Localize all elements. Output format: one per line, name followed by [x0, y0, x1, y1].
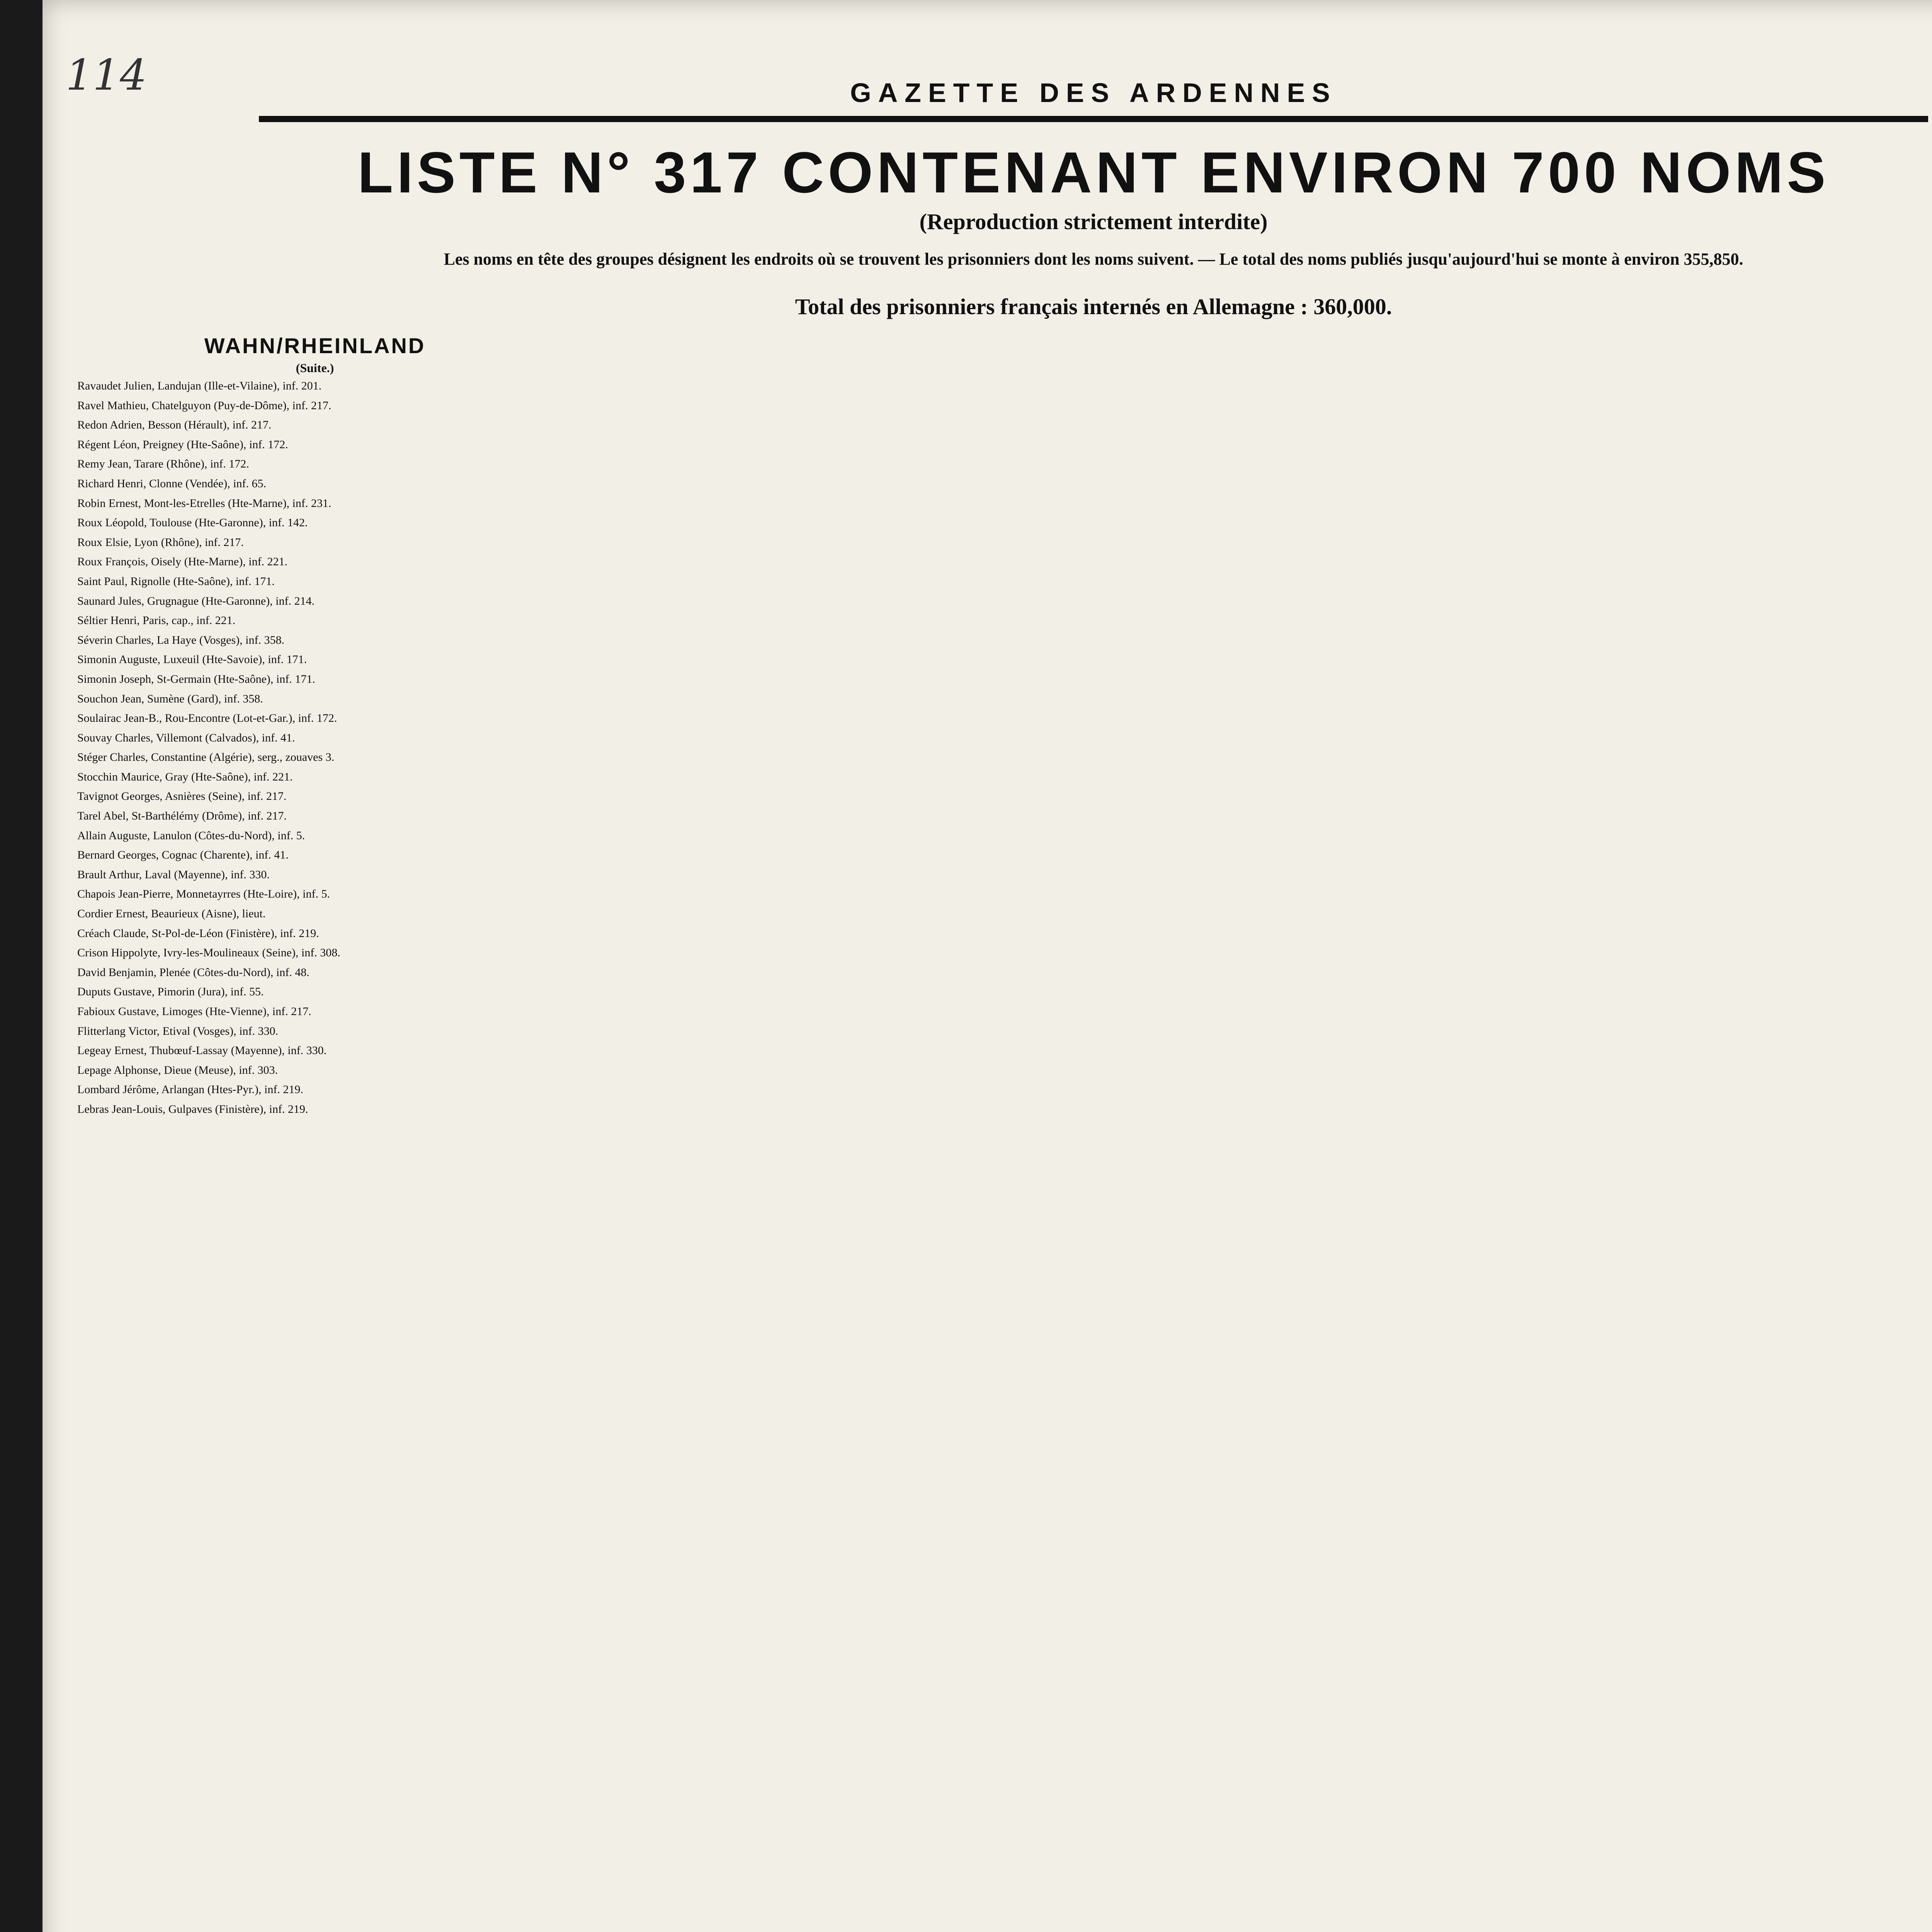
- prisoner-entry: Stocchin Maurice, Gray (Hte-Saône), inf. 221.: [77, 770, 293, 783]
- masthead-rule: [259, 116, 1928, 122]
- list-column-1: [77, 332, 553, 1119]
- page-folio: 114: [66, 50, 147, 100]
- prisoner-entry: Legeay Ernest, Thubœuf-Lassay (Mayenne), inf. 330.: [77, 1044, 327, 1057]
- prisoner-entry: Bernard Georges, Cognac (Charente), inf. 41.: [77, 849, 289, 862]
- prisoner-entry: Redon Adrien, Besson (Hérault), inf. 217.: [77, 418, 272, 432]
- prisoner-entry: Cordier Ernest, Beaurieux (Aisne), lieut.: [77, 907, 266, 920]
- prisoner-entry: Brault Arthur, Laval (Mayenne), inf. 330.: [77, 868, 270, 881]
- prisoner-entry: Ravaudet Julien, Landujan (Ille-et-Vilaine), inf. 201.: [77, 379, 322, 392]
- prisoner-entry: Lebras Jean-Louis, Gulpaves (Finistère), inf. 219.: [77, 1102, 308, 1116]
- prisoner-entry: Soulairac Jean-B., Rou-Encontre (Lot-et-Gar.), inf. 172.: [77, 712, 337, 725]
- masthead: GAZETTE DES ARDENNES: [850, 78, 1337, 108]
- prisoner-entry: Tarel Abel, St-Barthélémy (Drôme), inf. 217.: [77, 810, 287, 823]
- prisoner-entry: Créach Claude, St-Pol-de-Léon (Finistère), inf. 219.: [77, 927, 319, 940]
- suite-note: (Suite.): [296, 361, 334, 375]
- prisoner-entry: Chapois Jean-Pierre, Monnetayrres (Hte-Loire), inf. 5.: [77, 888, 330, 901]
- list-subtitle: (Reproduction strictement interdite): [919, 209, 1268, 234]
- prisoner-entry: Tavignot Georges, Asnières (Seine), inf. 217.: [77, 790, 287, 803]
- total-line: Total des prisonniers français internés en Allemagne : 360,000.: [795, 294, 1392, 319]
- prisoner-entry: Remy Jean, Tarare (Rhône), inf. 172.: [77, 457, 249, 471]
- name-list: [77, 376, 553, 1119]
- prisoner-entry: Ravel Mathieu, Chatelguyon (Puy-de-Dôme), inf. 217.: [77, 399, 332, 412]
- prisoner-entry: Roux Elsie, Lyon (Rhône), inf. 217.: [77, 536, 244, 549]
- prisoner-entry: Simonin Joseph, St-Germain (Hte-Saône), inf. 171.: [77, 672, 315, 685]
- prisoner-entry: Flitterlang Victor, Etival (Vosges), inf. 330.: [77, 1024, 278, 1037]
- prisoner-entry: Séverin Charles, La Haye (Vosges), inf. 358.: [77, 633, 284, 646]
- newspaper-page: [43, 0, 1932, 1932]
- prisoner-entry: Stéger Charles, Constantine (Algérie), serg., zouaves 3.: [77, 751, 335, 764]
- prisoner-entry: Allain Auguste, Lanulon (Côtes-du-Nord), inf. 5.: [77, 829, 305, 842]
- prisoner-entry: Fabioux Gustave, Limoges (Hte-Vienne), inf. 217.: [77, 1005, 311, 1018]
- prisoner-entry: Crison Hippolyte, Ivry-les-Moulineaux (Seine), inf. 308.: [77, 946, 340, 959]
- list-title: LISTE N° 317 CONTENANT ENVIRON 700 NOMS: [357, 140, 1830, 205]
- prisoner-entry: David Benjamin, Plenée (Côtes-du-Nord), inf. 48.: [77, 966, 310, 979]
- prisoner-entry: Séltier Henri, Paris, cap., inf. 221.: [77, 614, 236, 627]
- camp-heading-wahn: WAHN/RHEINLAND: [204, 333, 426, 358]
- prisoner-entry: Duputs Gustave, Pimorin (Jura), inf. 55.: [77, 985, 264, 998]
- prisoner-entry: Saint Paul, Rignolle (Hte-Saône), inf. 171.: [77, 575, 275, 588]
- prisoner-entry: Saunard Jules, Grugnague (Hte-Garonne), inf. 214.: [77, 594, 315, 607]
- prisoner-entry: Simonin Auguste, Luxeuil (Hte-Savoie), inf. 171.: [77, 653, 307, 666]
- prisoner-entry: Souchon Jean, Sumène (Gard), inf. 358.: [77, 692, 263, 705]
- prisoner-entry: Lepage Alphonse, Dieue (Meuse), inf. 303.: [77, 1063, 278, 1077]
- prisoner-entry: Richard Henri, Clonne (Vendée), inf. 65.: [77, 477, 267, 490]
- list-note: Les noms en tête des groupes désignent les endroits où se trouvent les prisonniers dont les noms suivent. — Le total des noms publiés jusqu'aujourd'hui se monte à environ 355,850.: [444, 250, 1743, 269]
- prisoner-entry: Souvay Charles, Villemont (Calvados), inf. 41.: [77, 731, 295, 744]
- prisoner-entry: Robin Ernest, Mont-les-Etrelles (Hte-Marne), inf. 231.: [77, 497, 332, 510]
- prisoner-entry: Lombard Jérôme, Arlangan (Htes-Pyr.), inf. 219.: [77, 1083, 303, 1096]
- prisoner-entry: Roux François, Oisely (Hte-Marne), inf. 221.: [77, 555, 288, 568]
- prisoner-entry: Roux Léopold, Toulouse (Hte-Garonne), inf. 142.: [77, 516, 308, 529]
- prisoner-entry: Régent Léon, Preigney (Hte-Saône), inf. 172.: [77, 438, 288, 451]
